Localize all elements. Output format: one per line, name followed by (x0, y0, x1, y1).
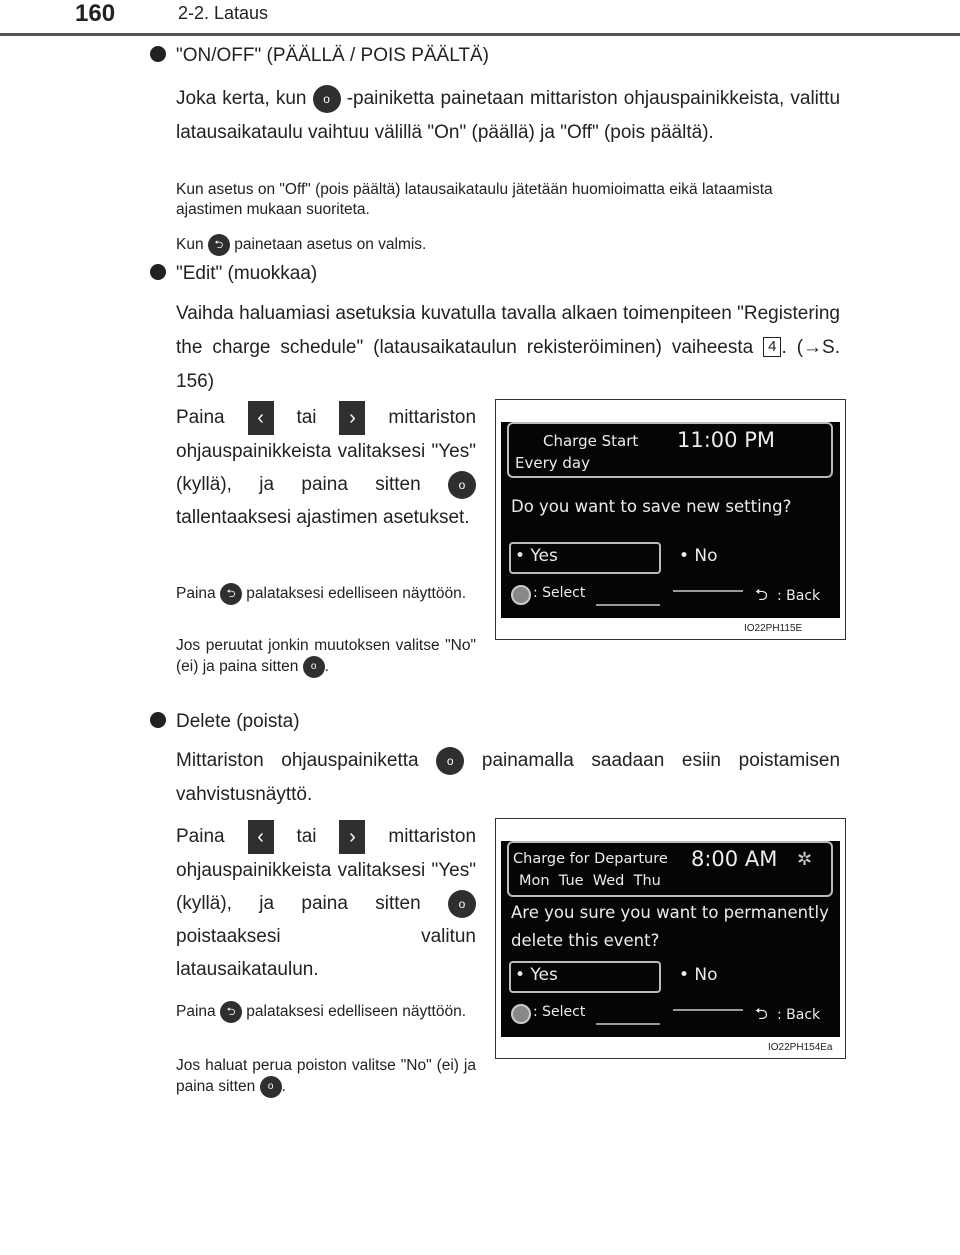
fan-icon: ✲ (797, 849, 813, 870)
back-button-icon: ⮌ (220, 583, 242, 605)
ok-button-icon: o (313, 85, 341, 113)
schedule-time: 11:00 PM (677, 428, 775, 452)
back-arrow-icon: ⮌ (755, 1004, 768, 1023)
schedule-label: Charge for Departure (513, 851, 668, 867)
no-option[interactable]: • No (679, 965, 718, 985)
section-delete-note2: Jos haluat perua poiston valitse "No" (ei) ja paina sitten o . (176, 1056, 476, 1098)
select-label: : Select (533, 1004, 586, 1020)
confirm-question: Are you sure you want to permanently (511, 903, 829, 922)
right-arrow-icon: › (339, 820, 365, 854)
section-delete-heading: Delete (poista) (150, 710, 300, 734)
schedule-time: 8:00 AM (691, 847, 778, 871)
schedule-days: Every day (515, 454, 590, 472)
select-knob-icon (511, 1003, 531, 1024)
display-screen (501, 841, 840, 1037)
section-edit-paragraph: Vaihda haluamiasi asetuksia kuvatulla tavalla alkaen toimenpiteen "Registering the charge schedule" (latausaikataulun rekisteröiminen) vaiheesta 4 . (→S. 156) (176, 303, 840, 392)
select-knob-icon (511, 584, 531, 605)
back-button-icon: ⮌ (220, 1001, 242, 1023)
back-label: : Back (777, 1007, 821, 1023)
ok-button-icon: o (448, 471, 476, 499)
schedule-label: Charge Start (543, 432, 639, 450)
left-arrow-icon: ‹ (248, 820, 274, 854)
screenshot-delete-confirm (495, 818, 846, 1059)
ok-button-icon: o (436, 747, 464, 775)
ok-button-icon: o (303, 656, 325, 678)
footer-line (673, 590, 743, 592)
left-arrow-icon: ‹ (248, 401, 274, 435)
section-onoff-paragraph: Joka kerta, kun o -painiketta painetaan mittariston ohjauspainikkeista, valittu latausaikataulu vaihtuu välillä "On" (päällä) ja "Off" (pois päältä). (176, 82, 840, 150)
screenshot-save-setting (495, 399, 846, 640)
header-rule (0, 33, 960, 36)
back-button-icon: ⮌ (208, 234, 230, 256)
section-title: 2-2. Lataus (178, 3, 269, 23)
section-delete-paragraph: Mittariston ohjauspainiketta o painamalla saadaan esiin poistamisen vahvistusnäyttö. (176, 744, 840, 812)
section-edit-instruction: Paina ‹ tai › mittariston ohjauspainikkeista valitaksesi "Yes" (kyllä), ja paina sitten o tallentaaksesi ajastimen asetukset. (176, 401, 476, 534)
right-arrow-icon: › (339, 401, 365, 435)
back-arrow-icon: ⮌ (755, 585, 768, 604)
section-onoff-note1: Kun asetus on "Off" (pois päältä) latausaikataulu jätetään huomioimatta eikä lataamista ajastimen mukaan suoriteta. (176, 181, 773, 218)
section-delete-instruction: Paina ‹ tai › mittariston ohjauspainikkeista valitaksesi "Yes" (kyllä), ja paina sitten o poistaaksesi valitun latausaikataulun. (176, 820, 476, 986)
section-edit-heading: "Edit" (muokkaa) (150, 262, 317, 286)
bullet-icon (150, 46, 166, 62)
schedule-days: Mon Tue Wed Thu (519, 873, 661, 889)
step-number-box: 4 (763, 337, 781, 357)
yes-option[interactable]: • Yes (515, 965, 558, 985)
bullet-icon (150, 264, 166, 280)
page-number: 160 (75, 0, 116, 27)
confirm-question: Do you want to save new setting? (511, 497, 792, 516)
no-option[interactable]: • No (679, 546, 718, 566)
section-edit-note1: Paina ⮌ palataksesi edelliseen näyttöön. (176, 583, 476, 605)
footer-line (596, 1023, 660, 1025)
figure-caption: IO22PH154Ea (768, 1042, 833, 1053)
yes-option[interactable]: • Yes (515, 546, 558, 566)
select-label: : Select (533, 585, 586, 601)
footer-line (673, 1009, 743, 1011)
bullet-icon (150, 712, 166, 728)
figure-caption: IO22PH115E (744, 623, 803, 634)
back-label: : Back (777, 588, 821, 604)
ok-button-icon: o (448, 890, 476, 918)
section-edit-note2: Jos peruutat jonkin muutoksen valitse "No" (ei) ja paina sitten o . (176, 636, 476, 678)
section-onoff-note2: Kun ⮌ painetaan asetus on valmis. (176, 234, 840, 256)
section-onoff-heading: "ON/OFF" (PÄÄLLÄ / POIS PÄÄLTÄ) (150, 44, 489, 68)
display-screen (501, 422, 840, 618)
page-header (0, 0, 960, 40)
footer-line (596, 604, 660, 606)
ok-button-icon: o (260, 1076, 282, 1098)
confirm-question-line2: delete this event? (511, 931, 660, 950)
section-delete-note1: Paina ⮌ palataksesi edelliseen näyttöön. (176, 1001, 476, 1023)
